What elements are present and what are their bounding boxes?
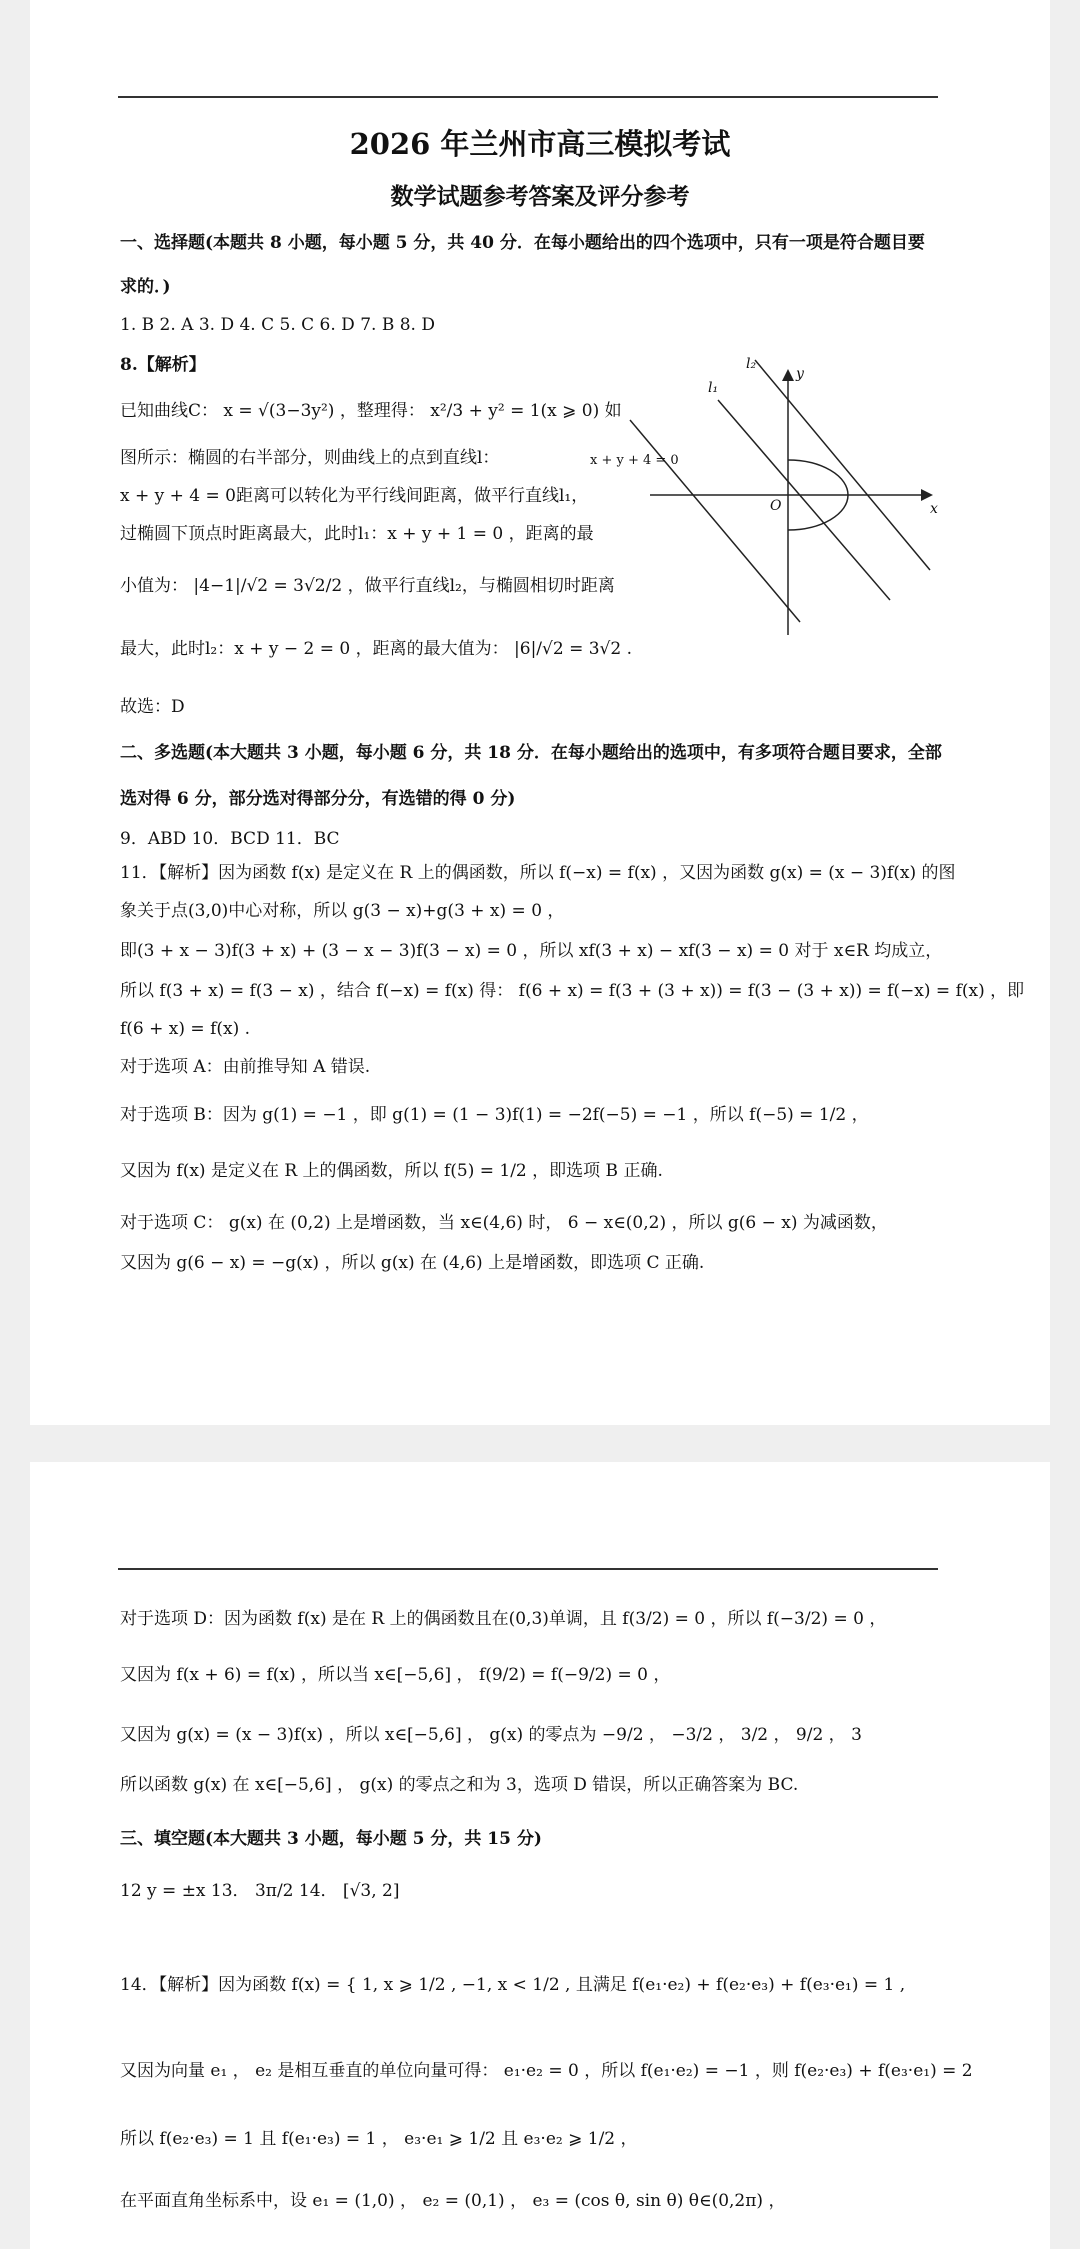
q8-line-2: 图所示：椭圆的右半部分，则曲线上的点到直线l： bbox=[120, 448, 500, 468]
q11-option-d-4: 所以函数 g(x) 在 x∈[−5,6] ， g(x) 的零点之和为 3，选项 D 错误，所以正确答案为 BC. bbox=[120, 1775, 799, 1795]
l1-label: l₁ bbox=[708, 380, 719, 396]
section1-heading-cont: 求的．) bbox=[120, 277, 171, 297]
q14-line-4: 在平面直角坐标系中，设 e₁ = (1,0) ， e₂ = (0,1) ， e₃ = (cos θ, sin θ) θ∈(0,2π) ， bbox=[120, 2191, 786, 2211]
q8-conclusion: 故选：D bbox=[120, 697, 185, 717]
q11-option-b-cont: 又因为 f(x) 是定义在 R 上的偶函数，所以 f(5) = 1/2 ，即选项 B 正确. bbox=[120, 1161, 663, 1181]
q11-line-4: 所以 f(3 + x) = f(3 − x) ，结合 f(−x) = f(x) 得： f(6 + x) = f(3 + (3 + x)) = f(3 − (3 + x)) = f(−x) = f(x) ，即 bbox=[120, 981, 1025, 1001]
q11-option-a: 对于选项 A：由前推导知 A 错误. bbox=[120, 1057, 371, 1077]
q8-line-3: x + y + 4 = 0距离可以转化为平行线间距离，做平行直线l₁， bbox=[120, 486, 589, 506]
answer-page-1 bbox=[30, 0, 1050, 1425]
line-l2 bbox=[755, 360, 930, 570]
section3-answers: 12 y = ±x 13． 3π/2 14． [√3, 2] bbox=[120, 1881, 400, 1901]
q14-line-3: 所以 f(e₂·e₃) = 1 且 f(e₁·e₃) = 1 ， e₃·e₁ ⩾ 1/2 且 e₃·e₂ ⩾ 1/2 ， bbox=[120, 2129, 638, 2149]
line-l1 bbox=[718, 400, 890, 600]
q8-label: 8.【解析】 bbox=[120, 355, 206, 375]
section2-heading-cont: 选对得 6 分，部分选对得部分分，有选错的得 0 分) bbox=[120, 789, 516, 809]
section1-answers: 1. B 2. A 3. D 4. C 5. C 6. D 7. B 8. D bbox=[120, 315, 435, 335]
q8-figure bbox=[590, 350, 950, 640]
section2-answers: 9．ABD 10．BCD 11．BC bbox=[120, 829, 340, 849]
x-axis-label: x bbox=[930, 501, 938, 517]
q11-line-2: 象关于点(3,0)中心对称，所以 g(3 − x)+g(3 + x) = 0 ， bbox=[120, 901, 565, 921]
header-rule-2 bbox=[118, 1568, 938, 1570]
q11-option-b: 对于选项 B：因为 g(1) = −1 ，即 g(1) = (1 − 3)f(1) = −2f(−5) = −1 ，所以 f(−5) = 1/2 ， bbox=[120, 1105, 869, 1125]
q14-line-1: 14．【解析】因为函数 f(x) = { 1, x ⩾ 1/2 , −1, x < 1/2 , 且满足 f(e₁·e₂) + f(e₂·e₃) + f(e₃·e₁) = 1 , bbox=[120, 1975, 906, 1995]
page-title: 2026 年兰州市高三模拟考试 bbox=[349, 127, 731, 161]
q11-line-1: 11．【解析】因为函数 f(x) 是定义在 R 上的偶函数，所以 f(−x) = f(x) ，又因为函数 g(x) = (x − 3)f(x) 的图 bbox=[120, 863, 956, 883]
q8-line-1: 已知曲线C： x = √(3−3y²) ，整理得： x²/3 + y² = 1(x ⩾ 0) 如 bbox=[120, 401, 622, 421]
header-rule bbox=[118, 96, 938, 98]
y-axis-label: y bbox=[796, 366, 804, 382]
q8-line-4: 过椭圆下顶点时距离最大，此时l₁：x + y + 1 = 0 ，距离的最 bbox=[120, 524, 594, 544]
q11-option-c: 对于选项 C： g(x) 在 (0,2) 上是增函数，当 x∈(4,6) 时， 6 − x∈(0,2) ，所以 g(6 − x) 为减函数， bbox=[120, 1213, 888, 1233]
q11-option-d-2: 又因为 f(x + 6) = f(x) ，所以当 x∈[−5,6] ， f(9/2) = f(−9/2) = 0 ， bbox=[120, 1665, 671, 1685]
q11-option-d-3: 又因为 g(x) = (x − 3)f(x) ，所以 x∈[−5,6] ， g(x) 的零点为 −9/2 ， −3/2 ， 3/2 ， 9/2 ， 3 bbox=[120, 1725, 862, 1745]
section2-heading: 二、多选题(本大题共 3 小题，每小题 6 分，共 18 分．在每小题给出的选项中，有多项符合题目要求，全部 bbox=[120, 743, 942, 763]
q11-line-3: 即(3 + x − 3)f(3 + x) + (3 − x − 3)f(3 − x) = 0 ，所以 xf(3 + x) − xf(3 − x) = 0 对于 x∈R 均成立， bbox=[120, 941, 943, 961]
section1-heading: 一、选择题(本题共 8 小题，每小题 5 分，共 40 分．在每小题给出的四个选项中，只有一项是符合题目要 bbox=[120, 233, 925, 253]
q11-option-d: 对于选项 D：因为函数 f(x) 是在 R 上的偶函数且在(0,3)单调，且 f(3/2) = 0 ，所以 f(−3/2) = 0 ， bbox=[120, 1609, 887, 1629]
page-subtitle: 数学试题参考答案及评分参考 bbox=[390, 183, 690, 210]
answer-page-2 bbox=[30, 1462, 1050, 2249]
q8-line-5: 小值为： |4−1|/√2 = 3√2/2 ，做平行直线l₂，与椭圆相切时距离 bbox=[120, 576, 615, 596]
l2-label: l₂ bbox=[746, 356, 757, 372]
line-label: x + y + 4 = 0 bbox=[590, 453, 679, 468]
q8-line-6: 最大，此时l₂：x + y − 2 = 0 ，距离的最大值为： |6|/√2 = 3√2 . bbox=[120, 639, 633, 659]
line-l bbox=[630, 420, 800, 622]
origin-label: O bbox=[770, 498, 782, 514]
q14-line-2: 又因为向量 e₁ ， e₂ 是相互垂直的单位向量可得： e₁·e₂ = 0 ，所以 f(e₁·e₂) = −1 ，则 f(e₂·e₃) + f(e₃·e₁) = 2 bbox=[120, 2061, 973, 2081]
q11-line-5: f(6 + x) = f(x) . bbox=[120, 1019, 251, 1039]
q11-option-c-cont: 又因为 g(6 − x) = −g(x) ，所以 g(x) 在 (4,6) 上是增函数，即选项 C 正确. bbox=[120, 1253, 705, 1273]
section3-heading: 三、填空题(本大题共 3 小题，每小题 5 分，共 15 分) bbox=[120, 1829, 542, 1849]
